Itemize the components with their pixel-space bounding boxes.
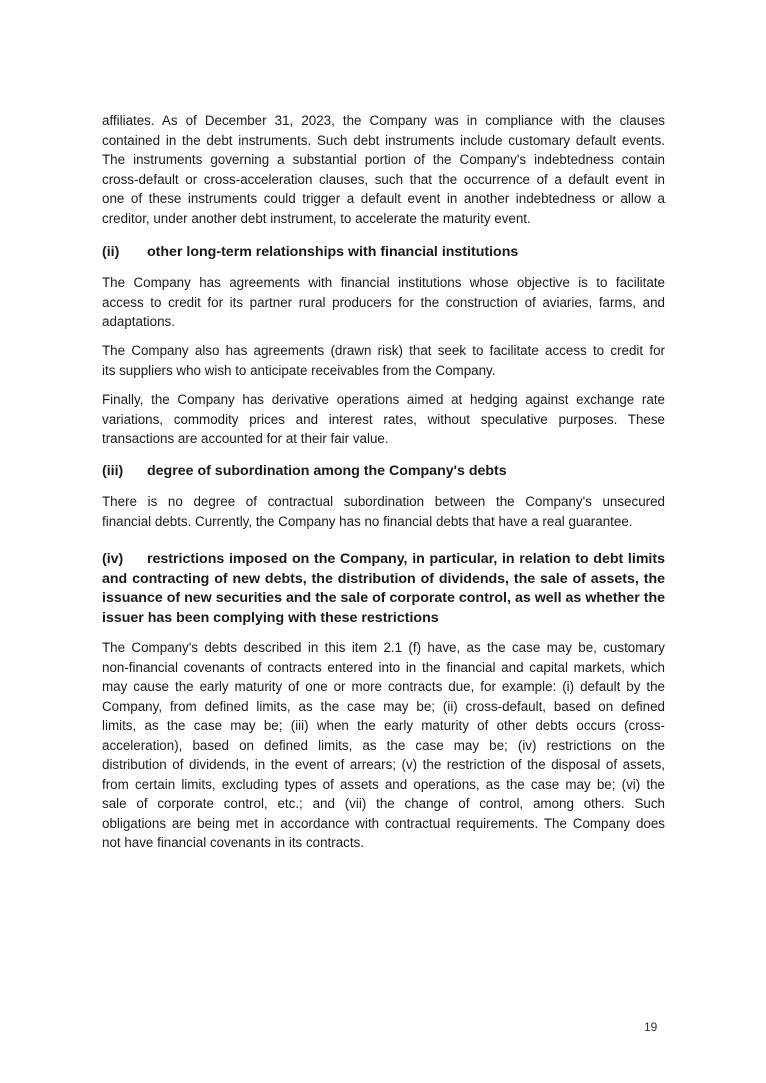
heading-section-iv [102, 550, 665, 628]
paragraph-subordination [102, 492, 665, 531]
text-line: The Company has agreements with financial institutions whose objective is to facilitate [102, 275, 665, 290]
text-line: may cause the early maturity of one or more contracts due, for example: (i) default by the [102, 679, 665, 694]
text-line: The Company's debts described in this item 2.1 (f) have, as the case may be, customary [102, 640, 665, 655]
text-line: contained in the debt instruments. Such debt instruments include customary default events. [102, 132, 665, 148]
text-line: affiliates. As of December 31, 2023, the Company was in compliance with the clauses [102, 113, 665, 128]
section-number: (iii) [102, 463, 124, 479]
text-line: access to credit for its partner rural producers for the construction of aviaries, farms, and [102, 294, 665, 310]
text-line: adaptations. [102, 314, 175, 329]
section-title-continued [102, 570, 665, 629]
heading-section-ii [102, 243, 665, 263]
text-line: non-financial covenants of contracts entered into in the financial and capital markets, which [102, 659, 665, 675]
text-line: issuer has been complying with these restrictions [102, 609, 439, 626]
section-title: other long-term relationships with financial institutions [147, 244, 519, 260]
page-number: 19 [644, 1020, 658, 1034]
text-line: The Company also has agreements (drawn risk) that seek to facilitate access to credit for [102, 343, 665, 358]
text-line: There is no degree of contractual subordination between the Company's unsecured [102, 494, 665, 509]
paragraph-agreements [102, 273, 665, 332]
heading-section-iii [102, 462, 665, 482]
paragraph-drawn-risk [102, 341, 665, 380]
paragraph-covenants [102, 638, 665, 853]
text-line: The instruments governing a substantial portion of the Company's indebtedness contain [102, 152, 665, 167]
text-line: not have financial covenants in its contracts. [102, 835, 365, 850]
text-line: variations, commodity prices and interest rates, without speculative purposes. These [102, 411, 665, 427]
text-line: from certain limits, excluding types of assets and operations, as the case may be; (vi) the [102, 776, 665, 792]
text-line: obligations are being met in accordance with contractual requirements. The Company does [102, 815, 665, 831]
text-line: distribution of dividends, in the event of arrears; (v) the restriction of the disposal of assets, [102, 757, 665, 772]
text-line: issuance of new securities and the sale of corporate control, as well as whether the [102, 590, 665, 606]
text-line: acceleration), based on defined limits, as the case may be; (iv) restrictions on the [102, 737, 665, 753]
text-line: cross-default or cross-acceleration clauses, such that the occurrence of a default event in [102, 171, 665, 187]
text-line: Company, from defined limits, as the case may be; (ii) cross-default, based on defined [102, 698, 665, 714]
text-line: financial debts. Currently, the Company has no financial debts that have a real guarantee. [102, 513, 633, 529]
section-title: degree of subordination among the Company's debts [147, 463, 507, 479]
text-line: sale of corporate control, etc.; and (vii) the change of control, among others. Such [102, 796, 665, 811]
paragraph-compliance [102, 111, 665, 228]
text-line: creditor, under another debt instrument, to accelerate the maturity event. [102, 210, 531, 226]
text-line: transactions are accounted for at their fair value. [102, 431, 389, 446]
text-line: and contracting of new debts, the distribution of dividends, the sale of assets, the [102, 570, 665, 587]
text-line: one of these instruments could trigger a default event in another indebtedness or allow a [102, 191, 665, 206]
paragraph-derivatives [102, 390, 665, 449]
section-number: (ii) [102, 244, 120, 260]
text-line: its suppliers who wish to anticipate receivables from the Company. [102, 362, 496, 378]
section-title-line: restrictions imposed on the Company, in particular, in relation to debt limits [147, 551, 665, 567]
text-line: Finally, the Company has derivative operations aimed at hedging against exchange rate [102, 392, 665, 407]
text-line: limits, as the case may be; (iii) when the early maturity of other debts occurs (cross- [102, 718, 665, 733]
section-number: (iv) [102, 551, 124, 567]
